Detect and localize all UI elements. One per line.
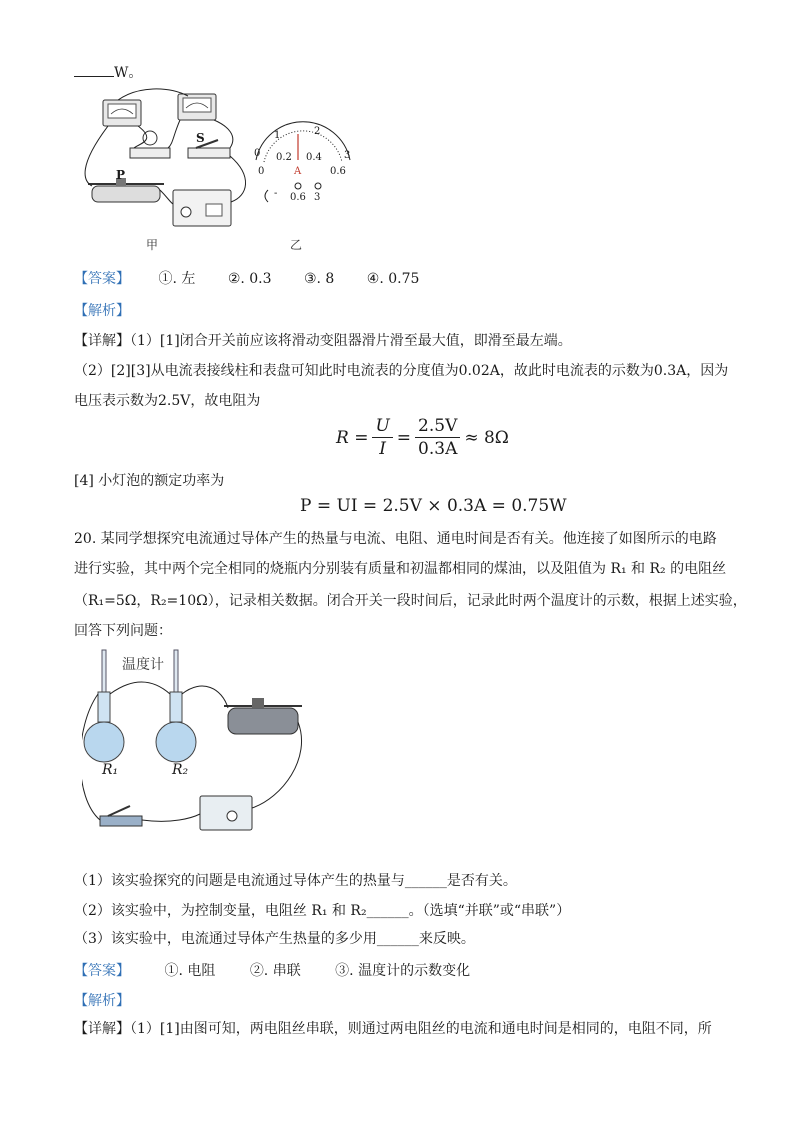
scale-top-2: 2 [314, 126, 321, 137]
heating-circuit-figure [82, 648, 312, 838]
denominator-current: 0.3A [418, 439, 458, 459]
meter-unit: A [294, 166, 302, 177]
figure-label-yi: 乙 [290, 238, 303, 252]
equals-sign: = [396, 427, 412, 448]
scale-bottom-2: 0.4 [306, 152, 322, 163]
scale-top-3: 3 [344, 150, 351, 161]
q20-line2: 进行实验，其中两个完全相同的烧瓶内分别装有质量和初温都相同的煤油，以及阻值为 R₁ 和 R₂ 的电阻丝 [74, 561, 727, 577]
q20-detail-line1 [74, 1018, 712, 1038]
answer-item-1: ①. 左 [158, 271, 196, 287]
resistor-label-r1: R₁ [102, 762, 119, 778]
answer-item-2: ②. 0.3 [227, 271, 272, 287]
q20-sub2: （2）该实验中，为控制变量，电阻丝 R₁ 和 R₂______。（选填“并联”或“串联”） [74, 903, 571, 919]
top-answer-line [74, 62, 142, 82]
q20-line1: 20. 某同学想探究电流通过导体产生的热量与电流、电阻、通电时间是否有关。他连接了如图所示的电路 [74, 531, 717, 547]
q19-detail-line1 [74, 330, 572, 350]
terminal-06: 0.6 [290, 192, 306, 203]
q20-line3: （R₁=5Ω，R₂=10Ω），记录相关数据。闭合开关一段时间后，记录此时两个温度计的示数，根据上述实验， [74, 593, 747, 609]
q20-sub1: （1）该实验探究的问题是电流通过导体产生的热量与______是否有关。 [74, 873, 517, 889]
q19-detail-line4: [4] 小灯泡的额定功率为 [74, 473, 225, 489]
scale-bottom-0: 0 [258, 166, 265, 177]
fraction-u-over-i [372, 416, 392, 459]
numerator-voltage: 2.5V [415, 416, 460, 438]
answer-item-3: ③. 温度计的示数变化 [335, 963, 471, 979]
q19-answer-line [74, 268, 419, 288]
q19-detail-line2: （2）[2][3]从电流表接线柱和表盘可知此时电流表的分度值为0.02A，故此时电流表的示数为0.3A，因为 [74, 363, 729, 379]
detail-text: （1）[1]闭合开关前应该将滑动变阻器滑片滑至最大值，即滑至最左端。 [130, 333, 572, 349]
formula-result: ≈ 8Ω [464, 427, 509, 448]
scale-bottom-3: 0.6 [330, 166, 346, 177]
switch-label: S [196, 131, 205, 145]
detail-text: （1）[1]由图可知，两电阻丝串联，则通过两电阻丝的电流和通电时间是相同的，电阻不同，所 [130, 1021, 712, 1037]
power-formula: P = UI = 2.5V × 0.3A = 0.75W [300, 496, 567, 516]
q19-detail-line3: 电压表示数为2.5V，故电阻为 [74, 393, 261, 409]
numerator-u: U [372, 416, 392, 438]
answer-blank [74, 76, 114, 77]
scale-top-0: 0 [254, 148, 261, 159]
q20-answer-line [74, 960, 470, 980]
q20-sub3: （3）该实验中，电流通过导体产生热量的多少用______来反映。 [74, 931, 475, 947]
answer-item-4: ④. 0.75 [366, 271, 420, 287]
answer-item-3: ③. 8 [303, 271, 335, 287]
unit-text: W。 [114, 65, 143, 81]
thermometer-label: 温度计 [122, 657, 164, 673]
resistor-label-r2: R₂ [172, 762, 189, 778]
answer-tag: 【答案】 [74, 963, 130, 979]
scale-top-1: 1 [274, 130, 281, 141]
analysis-tag: 【解析】 [74, 303, 130, 319]
answer-item-2: ②. 串联 [249, 963, 301, 979]
scale-bottom-1: 0.2 [276, 152, 292, 163]
terminal-3: 3 [314, 192, 321, 203]
denominator-i: I [379, 439, 386, 459]
fraction-values [415, 416, 460, 459]
resistance-formula [336, 416, 509, 459]
detail-tag: 【详解】 [74, 333, 130, 349]
q20-line4: 回答下列问题： [74, 623, 172, 639]
slider-label: P [116, 168, 126, 182]
analysis-tag-q20: 【解析】 [74, 993, 130, 1009]
terminal-minus: - [274, 188, 278, 199]
answer-item-1: ①. 电阻 [164, 963, 216, 979]
circuit-figure-jia [78, 86, 261, 236]
detail-tag: 【详解】 [74, 1021, 130, 1037]
ammeter-dial-yi [248, 120, 358, 210]
formula-lhs: R = [336, 427, 369, 448]
answer-tag: 【答案】 [74, 271, 130, 287]
figure-label-jia: 甲 [146, 238, 159, 252]
